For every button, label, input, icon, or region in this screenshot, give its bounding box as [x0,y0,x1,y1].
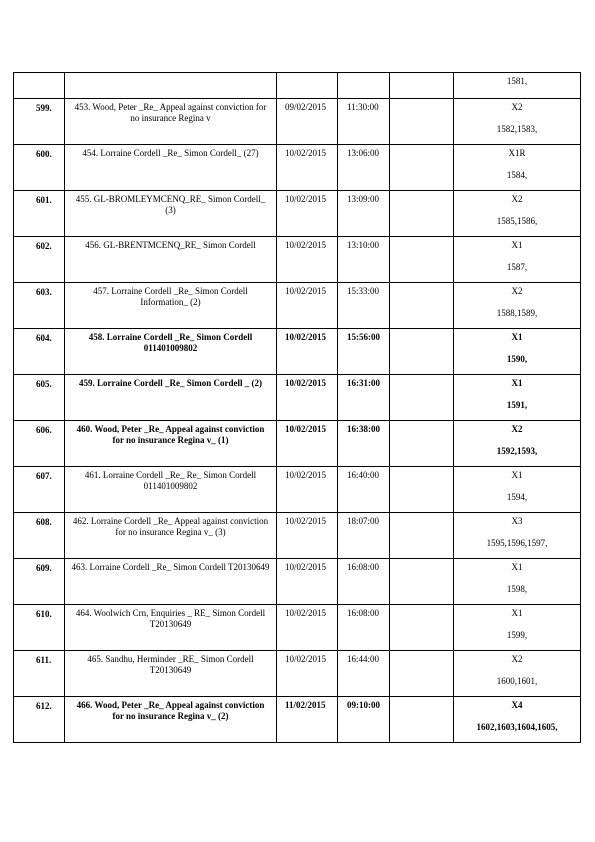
ref-pages: 1587, [506,262,528,272]
table-row [14,697,581,743]
cell-time: 16:08:00 [338,605,390,651]
ref-pages: 1581, [506,76,528,86]
table-row [14,237,581,283]
cell-description: 458. Lorraine Cordell _Re_ Simon Cordell 011401009802 [65,329,277,375]
cell-time: 13:09:00 [338,191,390,237]
cell-date: 10/02/2015 [277,375,338,421]
cell-num: 599. [14,99,65,145]
cell-num: 607. [14,467,65,513]
cell-date [277,73,338,99]
ref-pages: 1600,1601, [496,676,538,686]
ref-code: X2 [511,194,523,204]
cell-blank [390,513,454,559]
cell-blank [390,191,454,237]
cell-date: 10/02/2015 [277,145,338,191]
table-row [14,329,581,375]
ref-code: X2 [511,102,523,112]
ref-code: X2 [511,424,523,434]
cell-reference [454,283,581,329]
cell-time [338,73,390,99]
cell-date: 10/02/2015 [277,237,338,283]
cell-time: 16:31:00 [338,375,390,421]
ref-code: X3 [511,516,523,526]
cell-blank [390,697,454,743]
cell-reference [454,237,581,283]
cell-date: 11/02/2015 [277,697,338,743]
cell-time: 15:56:00 [338,329,390,375]
cell-date: 10/02/2015 [277,559,338,605]
cell-blank [390,73,454,99]
cell-reference [454,651,581,697]
cell-num: 606. [14,421,65,467]
table-row [14,605,581,651]
cell-blank [390,467,454,513]
cell-time: 16:44:00 [338,651,390,697]
cell-date: 10/02/2015 [277,605,338,651]
cell-description: 453. Wood, Peter _Re_ Appeal against conviction for no insurance Regina v [65,99,277,145]
table-row [14,145,581,191]
cell-num: 600. [14,145,65,191]
cell-date: 10/02/2015 [277,651,338,697]
cell-date: 10/02/2015 [277,513,338,559]
cell-reference [454,329,581,375]
cell-date: 10/02/2015 [277,467,338,513]
ref-pages: 1585,1586, [496,216,538,226]
table-row [14,99,581,145]
ref-code: X1 [511,470,523,480]
cell-date: 09/02/2015 [277,99,338,145]
cell-time: 16:40:00 [338,467,390,513]
cell-blank [390,421,454,467]
cell-blank [390,329,454,375]
ref-pages: 1591, [506,400,528,410]
cell-reference [454,605,581,651]
cell-blank [390,99,454,145]
cell-description: 457. Lorraine Cordell _Re_ Simon Cordell Information_ (2) [65,283,277,329]
cell-date: 10/02/2015 [277,283,338,329]
ref-pages: 1599, [506,630,528,640]
cell-num: 610. [14,605,65,651]
cell-time: 16:38:00 [338,421,390,467]
cell-time: 13:10:00 [338,237,390,283]
cell-reference [454,191,581,237]
cell-num: 612. [14,697,65,743]
ref-code: X1 [511,608,523,618]
ref-pages: 1590, [506,354,528,364]
ref-pages: 1588,1589, [496,308,538,318]
cell-num: 609. [14,559,65,605]
cell-blank [390,651,454,697]
cell-description: 455. GL-BROMLEYMCENQ_RE_ Simon Cordell_ (3) [65,191,277,237]
cell-description: 466. Wood, Peter _Re_ Appeal against conviction for no insurance Regina v_ (2) [65,697,277,743]
cell-description: 465. Sandhu, Herminder _RE_ Simon Cordell T20130649 [65,651,277,697]
cell-description: 459. Lorraine Cordell _Re_ Simon Cordell _ (2) [65,375,277,421]
cell-blank [390,375,454,421]
ref-code: X4 [511,700,523,710]
cell-blank [390,283,454,329]
cell-blank [390,237,454,283]
cell-num: 611. [14,651,65,697]
cell-time: 16:08:00 [338,559,390,605]
cell-blank [390,605,454,651]
cell-num: 601. [14,191,65,237]
cell-time: 13:06:00 [338,145,390,191]
cell-time: 15:33:00 [338,283,390,329]
ref-pages: 1595,1596,1597, [486,538,548,548]
correspondence-table [13,72,581,743]
cell-num: 604. [14,329,65,375]
ref-code: X1 [511,332,523,342]
ref-pages: 1592,1593, [496,446,538,456]
ref-pages: 1582,1583, [496,124,538,134]
ref-pages: 1594, [506,492,528,502]
cell-time: 11:30:00 [338,99,390,145]
table-row [14,651,581,697]
ref-code: X1 [511,378,523,388]
cell-description: 464. Woolwich Crn, Enquiries _ RE_ Simon Cordell T20130649 [65,605,277,651]
cell-date: 10/02/2015 [277,421,338,467]
cell-description [65,73,277,99]
cell-reference [454,513,581,559]
cell-reference [454,145,581,191]
cell-description: 463. Lorraine Cordell _Re_ Simon Cordell T20130649 [65,559,277,605]
table-row [14,283,581,329]
cell-time: 18:07:00 [338,513,390,559]
cell-blank [390,145,454,191]
cell-time: 09:10:00 [338,697,390,743]
table-row [14,421,581,467]
ref-code: X2 [511,286,523,296]
ref-pages: 1598, [506,584,528,594]
cell-num [14,73,65,99]
table-row [14,467,581,513]
ref-code: X1 [511,562,523,572]
cell-date: 10/02/2015 [277,191,338,237]
cell-date: 10/02/2015 [277,329,338,375]
cell-reference [454,421,581,467]
cell-reference [454,467,581,513]
table-row [14,513,581,559]
cell-blank [390,559,454,605]
cell-description: 454. Lorraine Cordell _Re_ Simon Cordell_ (27) [65,145,277,191]
ref-pages: 1602,1603,1604,1605, [476,722,558,732]
cell-description: 456. GL-BRENTMCENQ_RE_ Simon Cordell [65,237,277,283]
ref-pages: 1584, [506,170,528,180]
cell-reference [454,73,581,99]
cell-num: 602. [14,237,65,283]
table-row [14,375,581,421]
cell-description: 462. Lorraine Cordell _Re_ Appeal against conviction for no insurance Regina v_ (3) [65,513,277,559]
cell-description: 461. Lorraine Cordell _Re_ Re_ Simon Cordell 011401009802 [65,467,277,513]
cell-description: 460. Wood, Peter _Re_ Appeal against conviction for no insurance Regina v_ (1) [65,421,277,467]
cell-reference [454,99,581,145]
cell-reference [454,559,581,605]
table-row [14,191,581,237]
ref-code: X2 [511,654,523,664]
table-row-continued [14,73,581,99]
ref-code: X1R [508,148,526,158]
table-row [14,559,581,605]
cell-reference [454,375,581,421]
cell-reference [454,697,581,743]
cell-num: 603. [14,283,65,329]
cell-num: 605. [14,375,65,421]
ref-code: X1 [511,240,523,250]
cell-num: 608. [14,513,65,559]
